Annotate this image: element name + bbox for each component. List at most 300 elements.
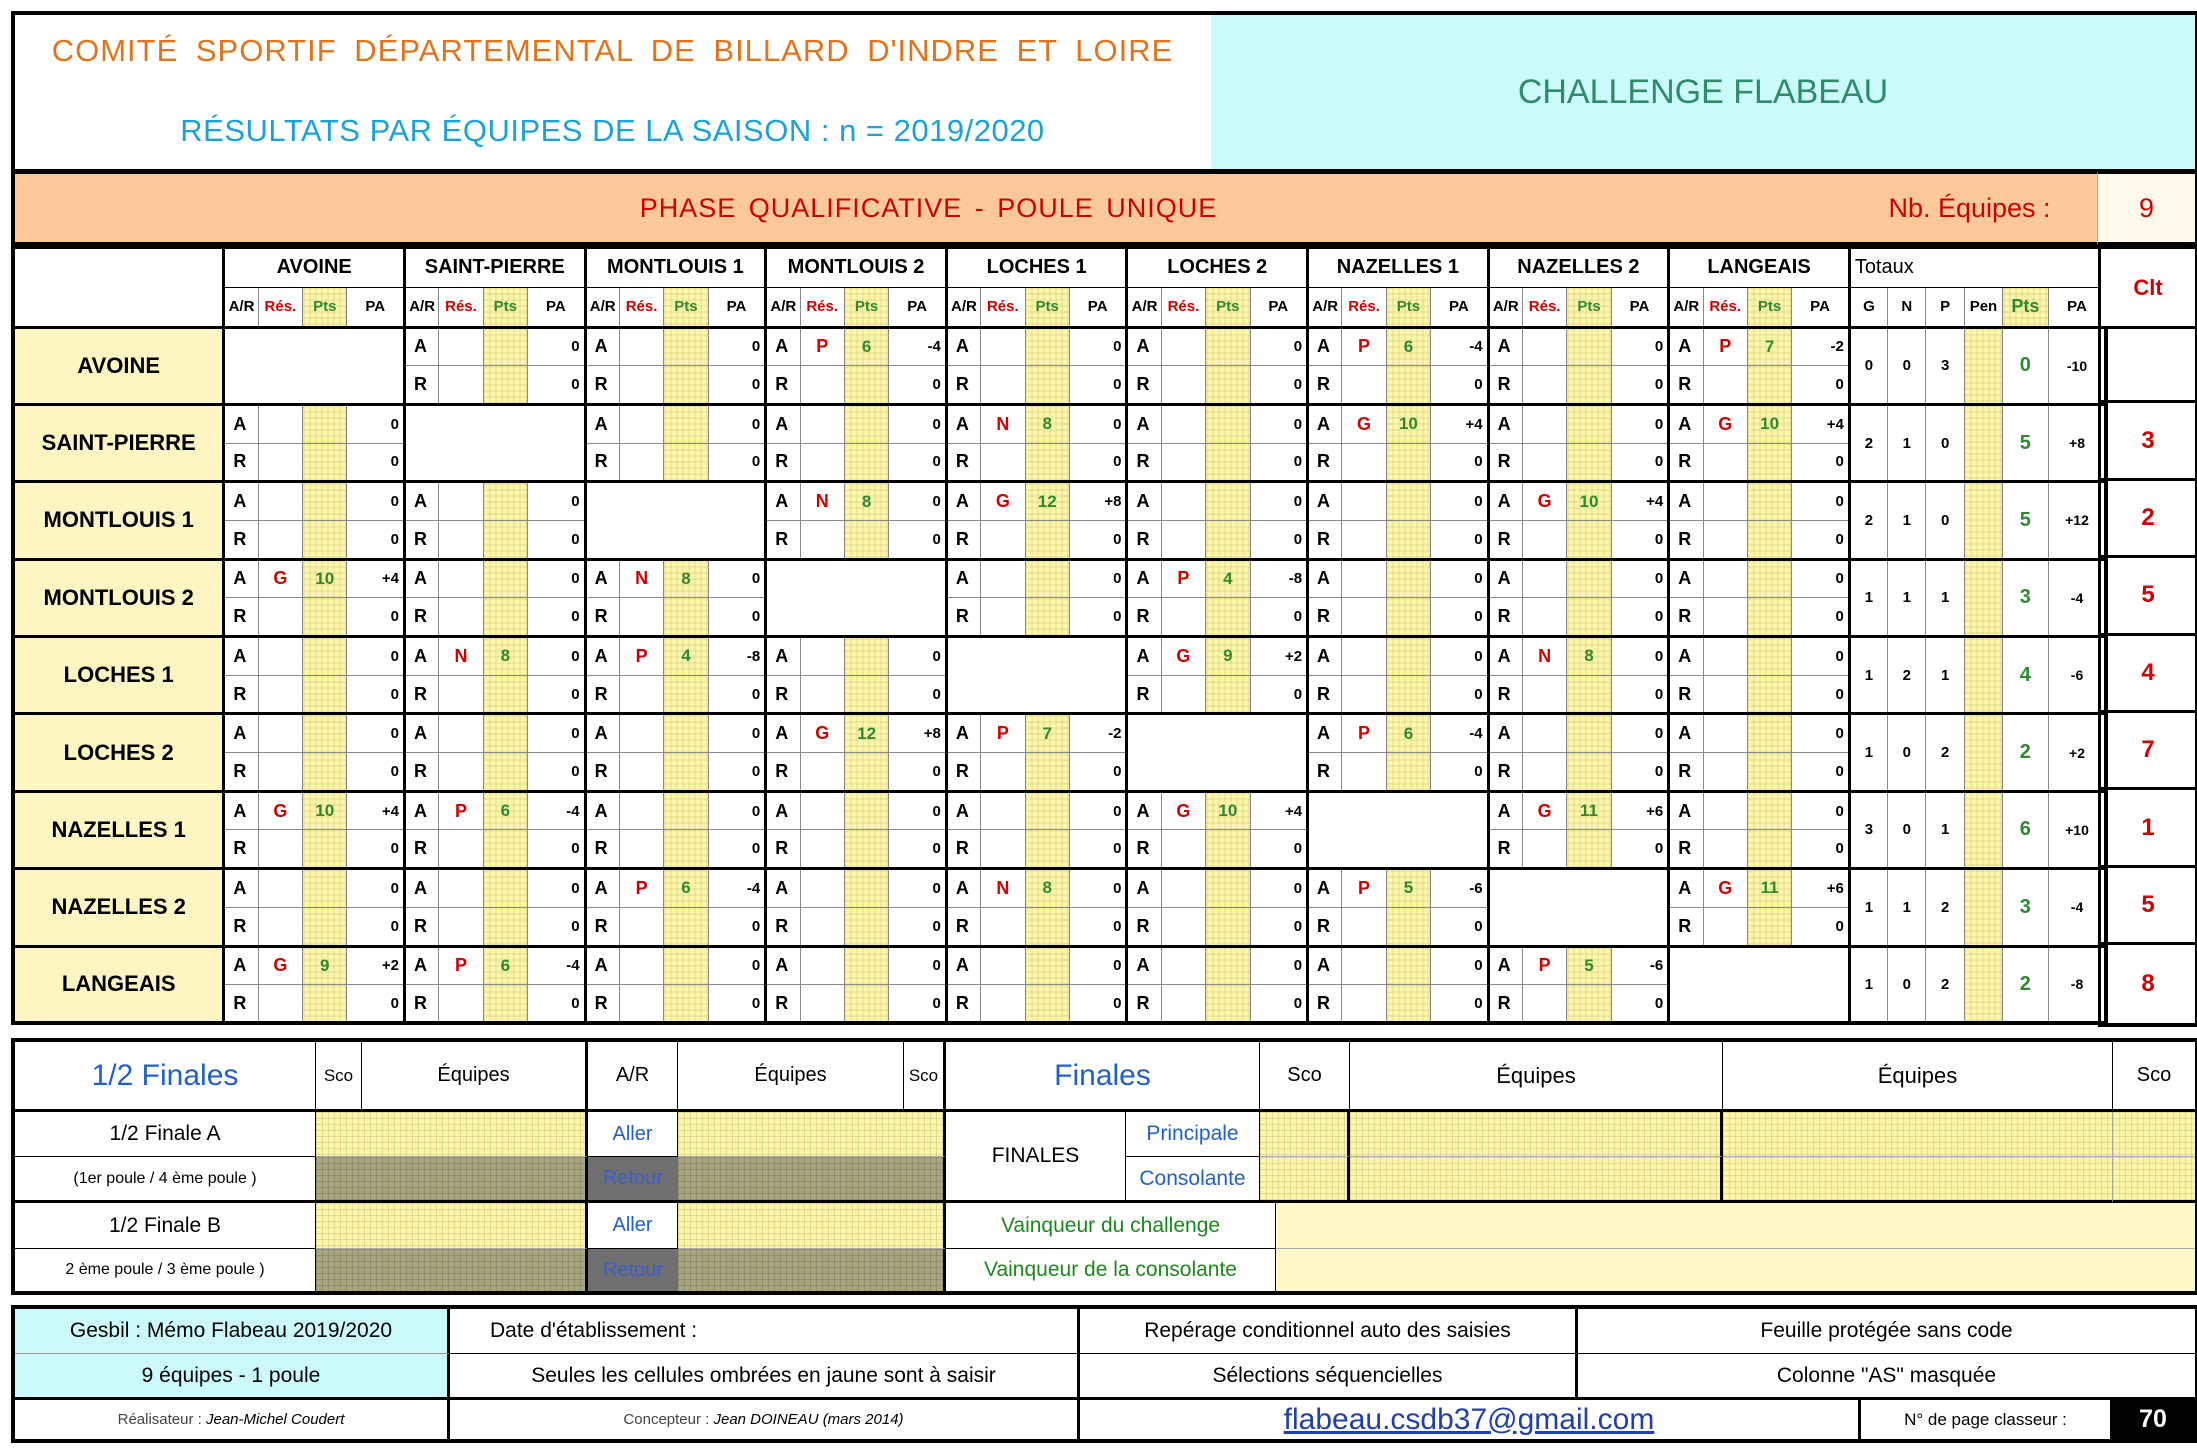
points-cell[interactable] bbox=[1567, 404, 1611, 443]
result-cell[interactable] bbox=[439, 714, 483, 753]
final-consolante-team-right[interactable] bbox=[1723, 1157, 2113, 1203]
result-cell[interactable] bbox=[1703, 443, 1747, 482]
points-cell[interactable] bbox=[303, 985, 347, 1024]
semi-b-retour-inputs-left[interactable] bbox=[316, 1249, 588, 1291]
result-cell[interactable]: P bbox=[981, 714, 1025, 753]
result-cell[interactable]: N bbox=[981, 404, 1025, 443]
points-cell[interactable] bbox=[1206, 946, 1250, 985]
points-cell[interactable] bbox=[483, 327, 527, 366]
result-cell[interactable] bbox=[1161, 675, 1205, 714]
result-cell[interactable] bbox=[258, 985, 302, 1024]
points-cell[interactable]: 4 bbox=[664, 637, 708, 676]
result-cell[interactable]: G bbox=[1522, 482, 1566, 521]
points-cell[interactable] bbox=[1567, 443, 1611, 482]
result-cell[interactable] bbox=[800, 791, 844, 830]
points-cell[interactable]: 6 bbox=[483, 791, 527, 830]
result-cell[interactable] bbox=[1342, 753, 1386, 792]
result-cell[interactable] bbox=[1703, 753, 1747, 792]
result-cell[interactable] bbox=[800, 869, 844, 908]
points-cell[interactable] bbox=[1747, 443, 1791, 482]
result-cell[interactable] bbox=[1703, 791, 1747, 830]
points-cell[interactable] bbox=[303, 830, 347, 869]
points-cell[interactable]: 9 bbox=[1206, 637, 1250, 676]
result-cell[interactable] bbox=[1703, 675, 1747, 714]
result-cell[interactable] bbox=[981, 791, 1025, 830]
points-cell[interactable] bbox=[844, 404, 888, 443]
result-cell[interactable]: P bbox=[1703, 327, 1747, 366]
total-pen[interactable] bbox=[1964, 637, 2002, 714]
result-cell[interactable] bbox=[1522, 753, 1566, 792]
result-cell[interactable] bbox=[439, 869, 483, 908]
result-cell[interactable] bbox=[439, 598, 483, 637]
result-cell[interactable] bbox=[1703, 637, 1747, 676]
result-cell[interactable]: G bbox=[981, 482, 1025, 521]
result-cell[interactable] bbox=[258, 869, 302, 908]
result-cell[interactable] bbox=[981, 946, 1025, 985]
result-cell[interactable]: G bbox=[1342, 404, 1386, 443]
points-cell[interactable] bbox=[1567, 366, 1611, 405]
points-cell[interactable] bbox=[844, 520, 888, 559]
points-cell[interactable] bbox=[1386, 753, 1430, 792]
points-cell[interactable] bbox=[1747, 598, 1791, 637]
result-cell[interactable] bbox=[800, 753, 844, 792]
points-cell[interactable] bbox=[303, 907, 347, 946]
result-cell[interactable] bbox=[1161, 598, 1205, 637]
result-cell[interactable] bbox=[619, 753, 663, 792]
result-cell[interactable] bbox=[1703, 598, 1747, 637]
points-cell[interactable] bbox=[1025, 946, 1069, 985]
points-cell[interactable] bbox=[303, 753, 347, 792]
points-cell[interactable]: 10 bbox=[303, 559, 347, 598]
points-cell[interactable]: 10 bbox=[1206, 791, 1250, 830]
result-cell[interactable] bbox=[1522, 714, 1566, 753]
points-cell[interactable] bbox=[483, 598, 527, 637]
semi-a-aller-inputs-right[interactable] bbox=[678, 1112, 946, 1157]
total-pen[interactable] bbox=[1964, 946, 2002, 1023]
result-cell[interactable]: N bbox=[981, 869, 1025, 908]
points-cell[interactable] bbox=[664, 791, 708, 830]
result-cell[interactable]: G bbox=[1522, 791, 1566, 830]
result-cell[interactable] bbox=[619, 791, 663, 830]
points-cell[interactable]: 10 bbox=[1567, 482, 1611, 521]
result-cell[interactable] bbox=[800, 520, 844, 559]
result-cell[interactable]: G bbox=[1161, 791, 1205, 830]
final-consolante-team-left[interactable] bbox=[1350, 1157, 1723, 1203]
points-cell[interactable]: 8 bbox=[483, 637, 527, 676]
result-cell[interactable] bbox=[258, 598, 302, 637]
result-cell[interactable] bbox=[1522, 559, 1566, 598]
points-cell[interactable]: 6 bbox=[844, 327, 888, 366]
points-cell[interactable] bbox=[1386, 637, 1430, 676]
result-cell[interactable] bbox=[1342, 366, 1386, 405]
points-cell[interactable] bbox=[1206, 404, 1250, 443]
result-cell[interactable] bbox=[439, 675, 483, 714]
points-cell[interactable] bbox=[1206, 520, 1250, 559]
result-cell[interactable]: G bbox=[258, 559, 302, 598]
points-cell[interactable] bbox=[1747, 907, 1791, 946]
result-cell[interactable] bbox=[1342, 637, 1386, 676]
points-cell[interactable] bbox=[483, 559, 527, 598]
result-cell[interactable] bbox=[1342, 520, 1386, 559]
points-cell[interactable]: 10 bbox=[1747, 404, 1791, 443]
result-cell[interactable] bbox=[800, 366, 844, 405]
result-cell[interactable] bbox=[619, 598, 663, 637]
points-cell[interactable] bbox=[1025, 598, 1069, 637]
result-cell[interactable] bbox=[258, 443, 302, 482]
result-cell[interactable] bbox=[1522, 985, 1566, 1024]
points-cell[interactable]: 6 bbox=[664, 869, 708, 908]
points-cell[interactable] bbox=[1567, 753, 1611, 792]
result-cell[interactable]: N bbox=[800, 482, 844, 521]
points-cell[interactable] bbox=[844, 675, 888, 714]
points-cell[interactable] bbox=[483, 753, 527, 792]
result-cell[interactable] bbox=[439, 559, 483, 598]
points-cell[interactable]: 9 bbox=[303, 946, 347, 985]
result-cell[interactable] bbox=[1161, 946, 1205, 985]
total-pen[interactable] bbox=[1964, 559, 2002, 636]
points-cell[interactable]: 7 bbox=[1747, 327, 1791, 366]
result-cell[interactable] bbox=[439, 366, 483, 405]
result-cell[interactable] bbox=[619, 985, 663, 1024]
final-consolante-sco-right[interactable] bbox=[2113, 1157, 2195, 1203]
points-cell[interactable] bbox=[1386, 366, 1430, 405]
result-cell[interactable] bbox=[619, 946, 663, 985]
result-cell[interactable] bbox=[800, 946, 844, 985]
total-pen[interactable] bbox=[1964, 327, 2002, 404]
points-cell[interactable] bbox=[1206, 907, 1250, 946]
points-cell[interactable] bbox=[844, 946, 888, 985]
final-principale-team-right[interactable] bbox=[1723, 1112, 2113, 1157]
result-cell[interactable] bbox=[619, 830, 663, 869]
points-cell[interactable] bbox=[1386, 946, 1430, 985]
points-cell[interactable] bbox=[844, 753, 888, 792]
points-cell[interactable] bbox=[664, 985, 708, 1024]
result-cell[interactable] bbox=[1342, 985, 1386, 1024]
result-cell[interactable] bbox=[619, 443, 663, 482]
result-cell[interactable] bbox=[1703, 559, 1747, 598]
result-cell[interactable] bbox=[619, 907, 663, 946]
points-cell[interactable] bbox=[1747, 366, 1791, 405]
result-cell[interactable]: G bbox=[1161, 637, 1205, 676]
result-cell[interactable] bbox=[258, 637, 302, 676]
points-cell[interactable] bbox=[1206, 869, 1250, 908]
points-cell[interactable]: 12 bbox=[1025, 482, 1069, 521]
points-cell[interactable]: 6 bbox=[1386, 714, 1430, 753]
result-cell[interactable]: N bbox=[1522, 637, 1566, 676]
result-cell[interactable] bbox=[1161, 366, 1205, 405]
result-cell[interactable] bbox=[981, 366, 1025, 405]
result-cell[interactable]: P bbox=[619, 637, 663, 676]
points-cell[interactable] bbox=[1747, 559, 1791, 598]
points-cell[interactable] bbox=[1747, 791, 1791, 830]
points-cell[interactable] bbox=[483, 907, 527, 946]
result-cell[interactable] bbox=[439, 830, 483, 869]
points-cell[interactable] bbox=[1206, 985, 1250, 1024]
result-cell[interactable] bbox=[1342, 946, 1386, 985]
final-principale-sco-left[interactable] bbox=[1260, 1112, 1350, 1157]
result-cell[interactable] bbox=[800, 830, 844, 869]
points-cell[interactable]: 8 bbox=[1025, 404, 1069, 443]
result-cell[interactable] bbox=[258, 404, 302, 443]
points-cell[interactable] bbox=[1206, 366, 1250, 405]
points-cell[interactable] bbox=[1206, 327, 1250, 366]
points-cell[interactable] bbox=[1025, 443, 1069, 482]
points-cell[interactable]: 11 bbox=[1747, 869, 1791, 908]
result-cell[interactable] bbox=[981, 520, 1025, 559]
points-cell[interactable] bbox=[303, 714, 347, 753]
points-cell[interactable] bbox=[1025, 327, 1069, 366]
result-cell[interactable] bbox=[981, 598, 1025, 637]
result-cell[interactable]: N bbox=[619, 559, 663, 598]
points-cell[interactable] bbox=[1567, 985, 1611, 1024]
result-cell[interactable] bbox=[1161, 907, 1205, 946]
points-cell[interactable] bbox=[664, 443, 708, 482]
points-cell[interactable] bbox=[1747, 482, 1791, 521]
result-cell[interactable] bbox=[1703, 366, 1747, 405]
result-cell[interactable] bbox=[1161, 482, 1205, 521]
result-cell[interactable] bbox=[1522, 327, 1566, 366]
result-cell[interactable] bbox=[619, 404, 663, 443]
result-cell[interactable] bbox=[258, 675, 302, 714]
points-cell[interactable] bbox=[1747, 637, 1791, 676]
points-cell[interactable] bbox=[483, 714, 527, 753]
points-cell[interactable] bbox=[483, 675, 527, 714]
points-cell[interactable] bbox=[1025, 830, 1069, 869]
result-cell[interactable] bbox=[258, 830, 302, 869]
points-cell[interactable] bbox=[844, 985, 888, 1024]
result-cell[interactable] bbox=[1342, 559, 1386, 598]
points-cell[interactable] bbox=[664, 946, 708, 985]
points-cell[interactable] bbox=[664, 753, 708, 792]
result-cell[interactable] bbox=[981, 559, 1025, 598]
result-cell[interactable] bbox=[1522, 830, 1566, 869]
points-cell[interactable] bbox=[483, 520, 527, 559]
result-cell[interactable] bbox=[439, 985, 483, 1024]
points-cell[interactable] bbox=[1386, 985, 1430, 1024]
result-cell[interactable]: P bbox=[1342, 714, 1386, 753]
result-cell[interactable] bbox=[1161, 830, 1205, 869]
points-cell[interactable] bbox=[1567, 598, 1611, 637]
points-cell[interactable] bbox=[303, 404, 347, 443]
points-cell[interactable] bbox=[664, 327, 708, 366]
points-cell[interactable] bbox=[303, 637, 347, 676]
points-cell[interactable] bbox=[1206, 482, 1250, 521]
result-cell[interactable] bbox=[619, 366, 663, 405]
points-cell[interactable] bbox=[664, 907, 708, 946]
points-cell[interactable]: 8 bbox=[1025, 869, 1069, 908]
result-cell[interactable] bbox=[1342, 482, 1386, 521]
result-cell[interactable]: P bbox=[619, 869, 663, 908]
result-cell[interactable]: P bbox=[1342, 327, 1386, 366]
points-cell[interactable] bbox=[1025, 791, 1069, 830]
result-cell[interactable] bbox=[1161, 869, 1205, 908]
result-cell[interactable] bbox=[1703, 520, 1747, 559]
points-cell[interactable] bbox=[1386, 907, 1430, 946]
result-cell[interactable] bbox=[1161, 443, 1205, 482]
total-pen[interactable] bbox=[1964, 869, 2002, 946]
result-cell[interactable] bbox=[1342, 907, 1386, 946]
points-cell[interactable] bbox=[1386, 520, 1430, 559]
points-cell[interactable]: 5 bbox=[1567, 946, 1611, 985]
points-cell[interactable] bbox=[844, 366, 888, 405]
points-cell[interactable] bbox=[303, 675, 347, 714]
result-cell[interactable] bbox=[439, 753, 483, 792]
points-cell[interactable] bbox=[1025, 753, 1069, 792]
result-cell[interactable] bbox=[981, 443, 1025, 482]
result-cell[interactable] bbox=[439, 327, 483, 366]
points-cell[interactable] bbox=[483, 482, 527, 521]
result-cell[interactable]: P bbox=[439, 791, 483, 830]
result-cell[interactable] bbox=[981, 753, 1025, 792]
points-cell[interactable] bbox=[1206, 598, 1250, 637]
result-cell[interactable] bbox=[800, 637, 844, 676]
points-cell[interactable] bbox=[664, 675, 708, 714]
result-cell[interactable] bbox=[439, 907, 483, 946]
result-cell[interactable] bbox=[1522, 366, 1566, 405]
points-cell[interactable] bbox=[1747, 520, 1791, 559]
points-cell[interactable]: 6 bbox=[483, 946, 527, 985]
points-cell[interactable]: 10 bbox=[303, 791, 347, 830]
result-cell[interactable] bbox=[1342, 443, 1386, 482]
points-cell[interactable] bbox=[1567, 559, 1611, 598]
result-cell[interactable] bbox=[1703, 830, 1747, 869]
total-pen[interactable] bbox=[1964, 714, 2002, 791]
result-cell[interactable] bbox=[1703, 482, 1747, 521]
total-pen[interactable] bbox=[1964, 482, 2002, 559]
points-cell[interactable] bbox=[844, 443, 888, 482]
points-cell[interactable] bbox=[1567, 675, 1611, 714]
result-cell[interactable]: P bbox=[1161, 559, 1205, 598]
total-pen[interactable] bbox=[1964, 791, 2002, 868]
points-cell[interactable] bbox=[1386, 443, 1430, 482]
result-cell[interactable] bbox=[1522, 520, 1566, 559]
points-cell[interactable] bbox=[303, 520, 347, 559]
points-cell[interactable] bbox=[664, 366, 708, 405]
semi-a-aller-inputs-left[interactable] bbox=[316, 1112, 588, 1157]
points-cell[interactable] bbox=[1567, 830, 1611, 869]
points-cell[interactable] bbox=[303, 482, 347, 521]
result-cell[interactable] bbox=[1522, 404, 1566, 443]
points-cell[interactable] bbox=[1386, 482, 1430, 521]
result-cell[interactable] bbox=[258, 520, 302, 559]
points-cell[interactable] bbox=[1025, 907, 1069, 946]
result-cell[interactable]: N bbox=[439, 637, 483, 676]
result-cell[interactable] bbox=[1703, 907, 1747, 946]
result-cell[interactable]: P bbox=[1522, 946, 1566, 985]
semi-b-aller-inputs-right[interactable] bbox=[678, 1203, 946, 1249]
points-cell[interactable] bbox=[303, 598, 347, 637]
points-cell[interactable] bbox=[664, 714, 708, 753]
points-cell[interactable]: 8 bbox=[1567, 637, 1611, 676]
points-cell[interactable] bbox=[664, 404, 708, 443]
semi-b-aller-inputs-left[interactable] bbox=[316, 1203, 588, 1249]
points-cell[interactable]: 8 bbox=[664, 559, 708, 598]
points-cell[interactable] bbox=[1025, 366, 1069, 405]
result-cell[interactable] bbox=[1161, 404, 1205, 443]
points-cell[interactable] bbox=[1206, 675, 1250, 714]
points-cell[interactable]: 8 bbox=[844, 482, 888, 521]
result-cell[interactable]: P bbox=[1342, 869, 1386, 908]
result-cell[interactable] bbox=[1522, 443, 1566, 482]
points-cell[interactable] bbox=[844, 791, 888, 830]
result-cell[interactable] bbox=[981, 907, 1025, 946]
points-cell[interactable] bbox=[844, 869, 888, 908]
points-cell[interactable] bbox=[1567, 327, 1611, 366]
points-cell[interactable] bbox=[1386, 675, 1430, 714]
points-cell[interactable] bbox=[844, 830, 888, 869]
points-cell[interactable] bbox=[483, 985, 527, 1024]
points-cell[interactable] bbox=[1025, 559, 1069, 598]
result-cell[interactable] bbox=[619, 327, 663, 366]
points-cell[interactable] bbox=[1206, 830, 1250, 869]
semi-a-retour-inputs-left[interactable] bbox=[316, 1157, 588, 1203]
points-cell[interactable] bbox=[1386, 598, 1430, 637]
final-principale-sco-right[interactable] bbox=[2113, 1112, 2195, 1157]
points-cell[interactable] bbox=[1025, 985, 1069, 1024]
result-cell[interactable]: P bbox=[800, 327, 844, 366]
result-cell[interactable] bbox=[439, 482, 483, 521]
points-cell[interactable]: 4 bbox=[1206, 559, 1250, 598]
result-cell[interactable] bbox=[258, 714, 302, 753]
result-cell[interactable] bbox=[258, 482, 302, 521]
result-cell[interactable] bbox=[1522, 675, 1566, 714]
points-cell[interactable]: 7 bbox=[1025, 714, 1069, 753]
points-cell[interactable]: 11 bbox=[1567, 791, 1611, 830]
result-cell[interactable] bbox=[800, 985, 844, 1024]
result-cell[interactable] bbox=[1161, 327, 1205, 366]
points-cell[interactable] bbox=[1025, 520, 1069, 559]
points-cell[interactable]: 12 bbox=[844, 714, 888, 753]
result-cell[interactable] bbox=[981, 327, 1025, 366]
result-cell[interactable] bbox=[258, 907, 302, 946]
result-cell[interactable] bbox=[1161, 985, 1205, 1024]
final-principale-team-left[interactable] bbox=[1350, 1112, 1723, 1157]
points-cell[interactable] bbox=[303, 443, 347, 482]
semi-b-retour-inputs-right[interactable] bbox=[678, 1249, 946, 1291]
result-cell[interactable] bbox=[619, 675, 663, 714]
points-cell[interactable] bbox=[1747, 714, 1791, 753]
result-cell[interactable] bbox=[800, 907, 844, 946]
points-cell[interactable] bbox=[664, 598, 708, 637]
points-cell[interactable] bbox=[1747, 675, 1791, 714]
result-cell[interactable] bbox=[981, 985, 1025, 1024]
points-cell[interactable] bbox=[1567, 520, 1611, 559]
points-cell[interactable] bbox=[1567, 714, 1611, 753]
result-cell[interactable] bbox=[800, 443, 844, 482]
result-cell[interactable] bbox=[1342, 675, 1386, 714]
result-cell[interactable]: G bbox=[258, 946, 302, 985]
result-cell[interactable] bbox=[619, 714, 663, 753]
total-pen[interactable] bbox=[1964, 404, 2002, 481]
points-cell[interactable]: 10 bbox=[1386, 404, 1430, 443]
final-consolante-sco-left[interactable] bbox=[1260, 1157, 1350, 1203]
points-cell[interactable] bbox=[1747, 753, 1791, 792]
points-cell[interactable] bbox=[483, 869, 527, 908]
winner-input[interactable] bbox=[1276, 1203, 2195, 1249]
result-cell[interactable] bbox=[1522, 598, 1566, 637]
points-cell[interactable]: 6 bbox=[1386, 327, 1430, 366]
result-cell[interactable] bbox=[1161, 520, 1205, 559]
points-cell[interactable] bbox=[844, 907, 888, 946]
result-cell[interactable]: G bbox=[1703, 404, 1747, 443]
result-cell[interactable] bbox=[1342, 598, 1386, 637]
points-cell[interactable] bbox=[483, 830, 527, 869]
email-link[interactable]: flabeau.csdb37@gmail.com bbox=[1283, 1402, 1655, 1436]
result-cell[interactable]: G bbox=[258, 791, 302, 830]
winner-conso-input[interactable] bbox=[1276, 1249, 2195, 1291]
points-cell[interactable]: 5 bbox=[1386, 869, 1430, 908]
result-cell[interactable] bbox=[1703, 714, 1747, 753]
